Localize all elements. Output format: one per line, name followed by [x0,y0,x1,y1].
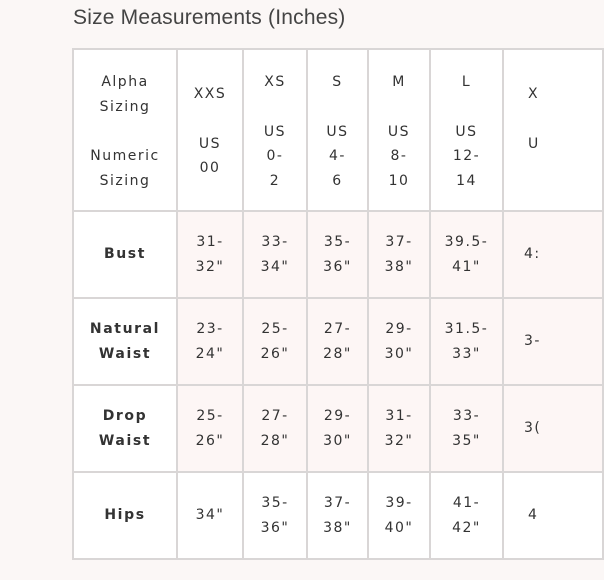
size-header-m: M US 8- 10 [368,49,430,211]
table-cell: 25- 26" [177,385,243,472]
page-title: Size Measurements (Inches) [73,6,346,29]
header-label-cell [73,49,177,211]
table-cell: 35- 36" [243,472,307,559]
header-row [73,49,603,211]
row-label-hips: Hips [73,472,177,559]
table-row [73,472,603,559]
table-cell: 33- 35" [430,385,503,472]
table-cell: 3- [503,298,603,385]
table-cell: 23- 24" [177,298,243,385]
table-cell: 37- 38" [307,472,368,559]
table-cell: 4: [503,211,603,298]
size-header-s: S US 4- 6 [307,49,368,211]
table-cell: 27- 28" [307,298,368,385]
table-cell: 3( [503,385,603,472]
alpha-sizing-label: Alpha Sizing [99,74,151,115]
table-cell: 27- 28" [243,385,307,472]
table-cell: 35- 36" [307,211,368,298]
table-cell: 29- 30" [368,298,430,385]
table-row [73,298,603,385]
size-chart-table [72,48,542,560]
table-cell: 31- 32" [177,211,243,298]
table-cell: 34" [177,472,243,559]
table-cell: 29- 30" [307,385,368,472]
size-header-xs: XS US 0- 2 [243,49,307,211]
row-label-natural-waist: Natural Waist [73,298,177,385]
numeric-sizing-label: Numeric Sizing [90,148,160,189]
table-cell: 33- 34" [243,211,307,298]
row-label-bust: Bust [73,211,177,298]
size-header-xxs: XXS US 00 [177,49,243,211]
table-cell: 25- 26" [243,298,307,385]
table-cell: 39.5- 41" [430,211,503,298]
table-cell: 41- 42" [430,472,503,559]
size-header-xl-partial: X U [503,49,603,211]
size-header-l: L US 12- 14 [430,49,503,211]
table-row [73,385,603,472]
row-label-drop-waist: Drop Waist [73,385,177,472]
table-cell: 31.5- 33" [430,298,503,385]
table-cell: 37- 38" [368,211,430,298]
table-cell: 31- 32" [368,385,430,472]
table-cell: 39- 40" [368,472,430,559]
table-row [73,211,603,298]
table-cell: 4 [503,472,603,559]
